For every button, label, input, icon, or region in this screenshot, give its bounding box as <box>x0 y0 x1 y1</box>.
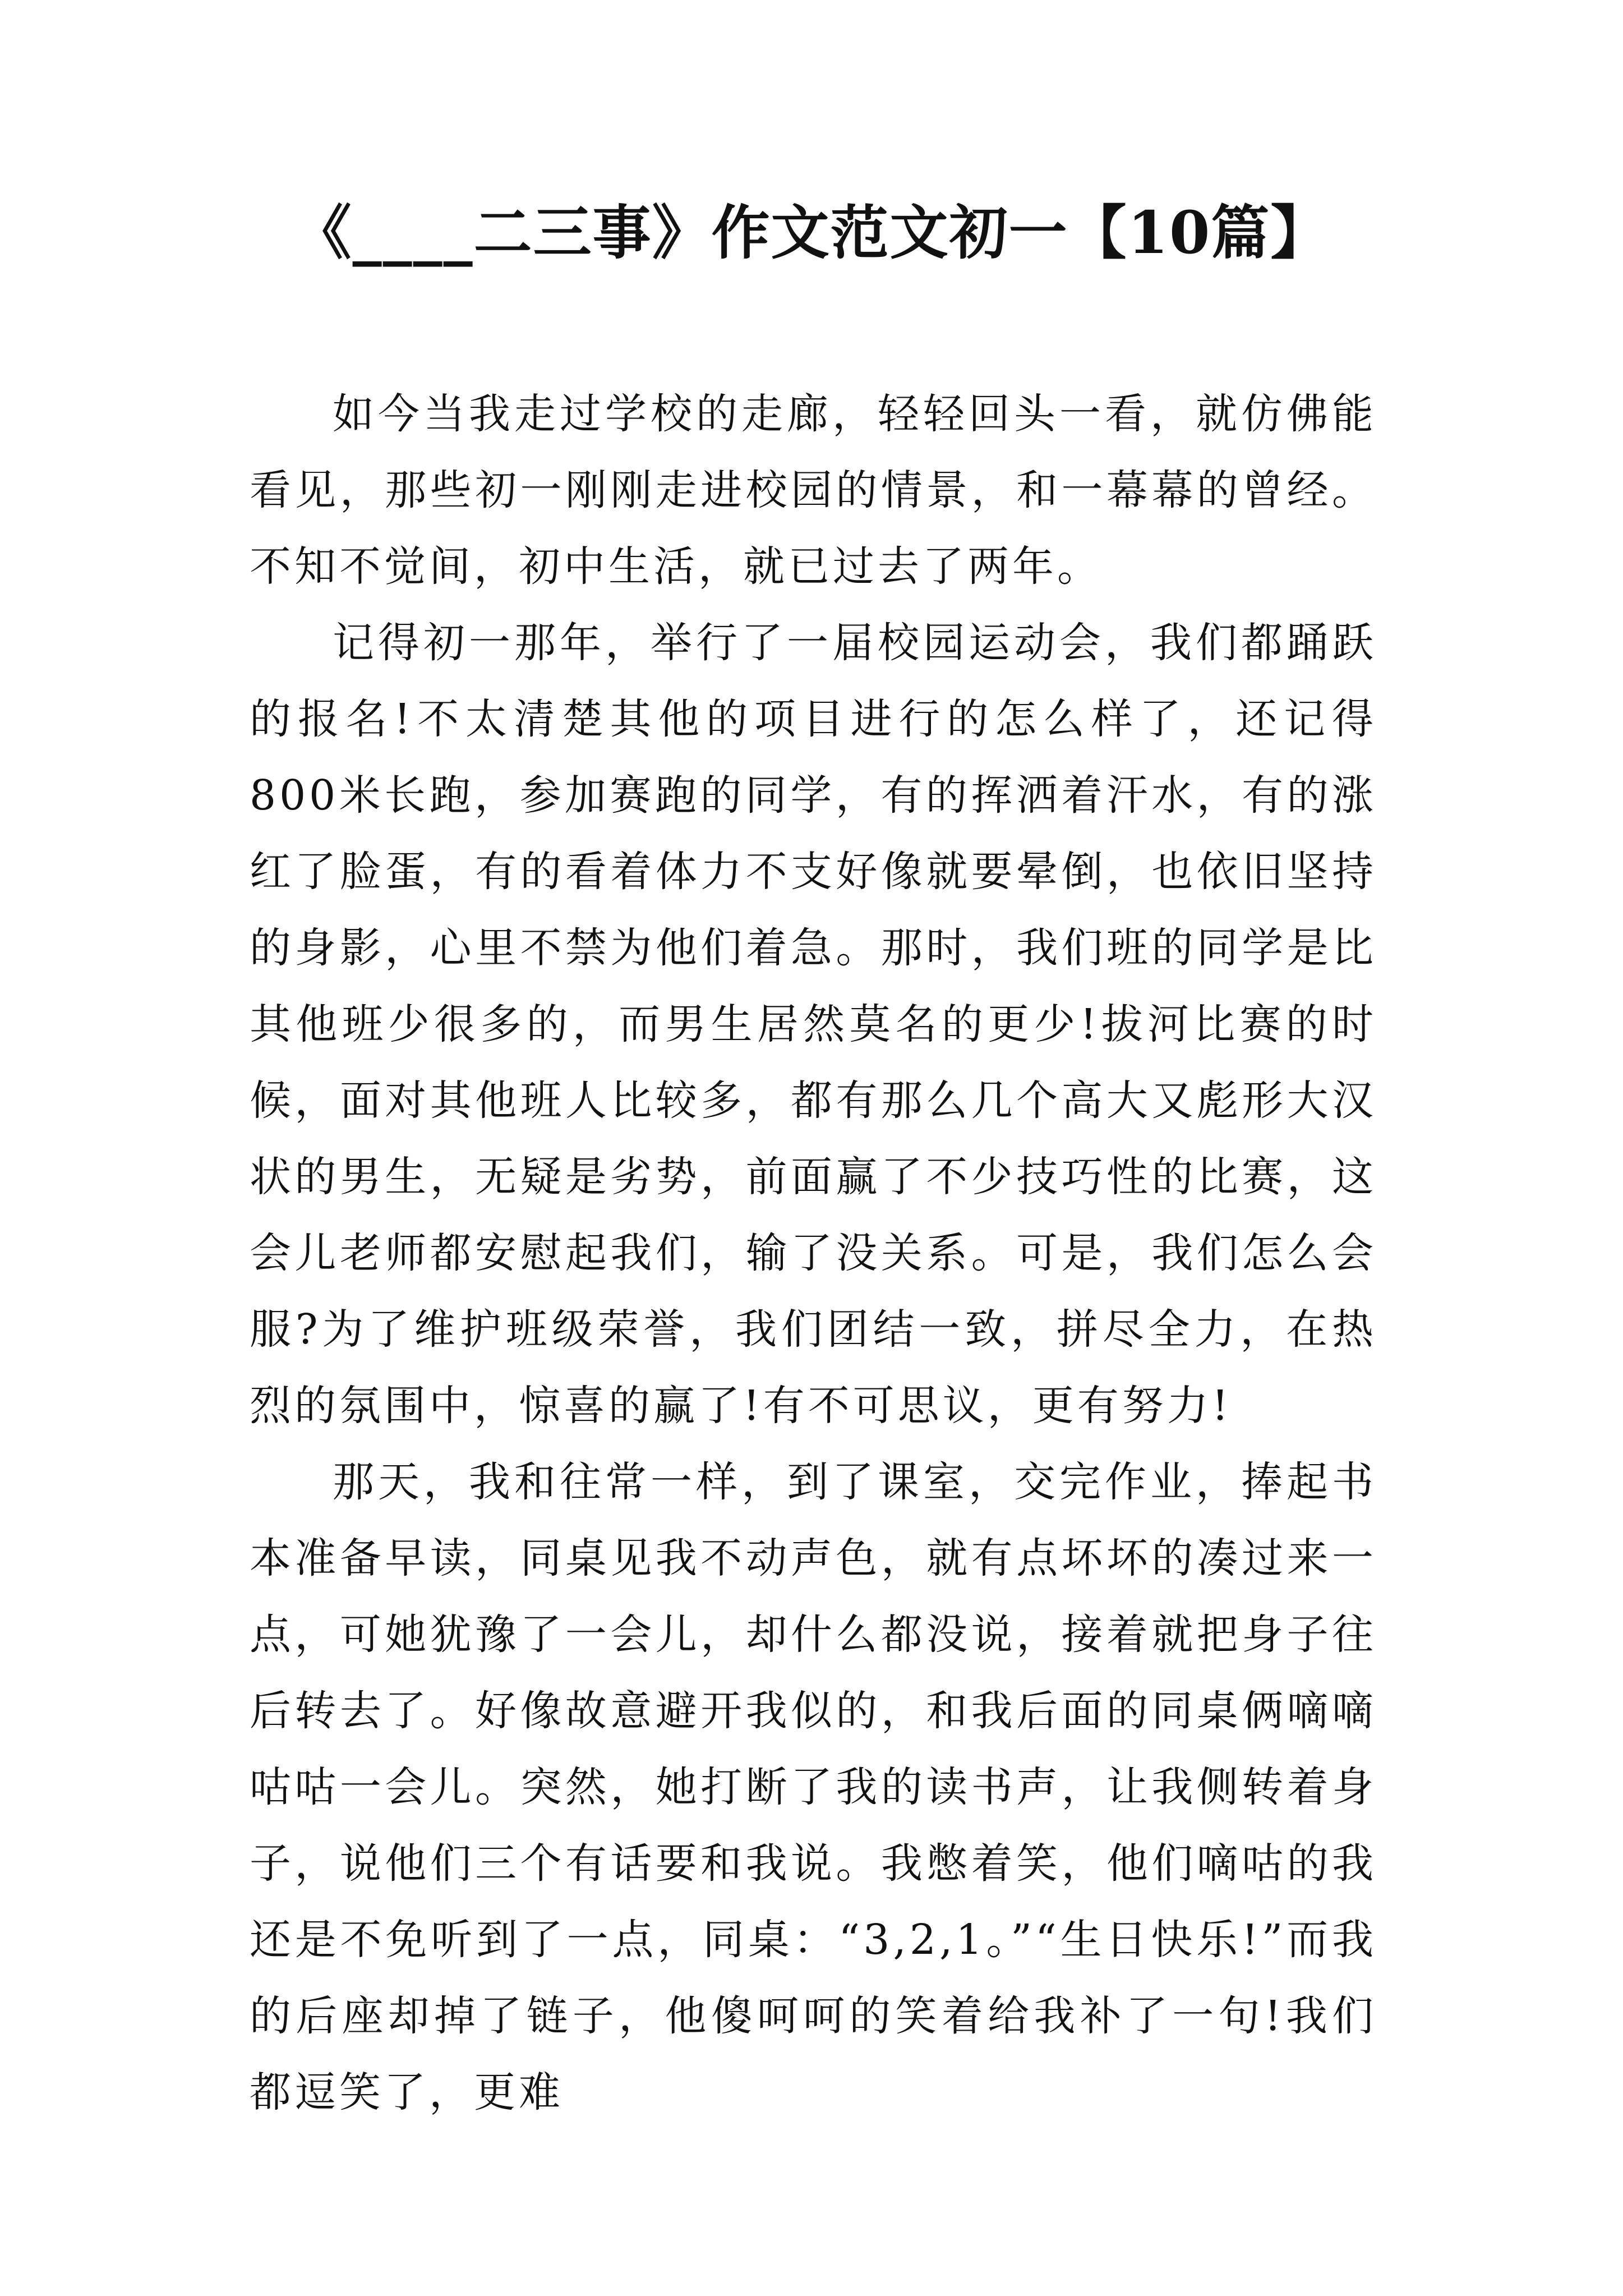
document-title: 《____二三事》作文范文初一【10篇】 <box>293 198 1330 267</box>
paragraph: 记得初一那年，举行了一届校园运动会，我们都踊跃的报名!不太清楚其他的项目进行的怎么样了，还记得800米长跑，参加赛跑的同学，有的挥洒着汗水，有的涨红了脸蛋，有的看着体力不支好像就要晕倒，也依旧坚持的身影，心里不禁为他们着急。那时，我们班的同学是比其他班少很多的，而男生居然莫名的更少!拔河比赛的时候，面对其他班人比较多，都有那么几个高大又彪形大汉状的男生，无疑是劣势，前面赢了不少技巧性的比赛，这会儿老师都安慰起我们，输了没关系。可是，我们怎么会服?为了维护班级荣誉，我们团结一致，拼尽全力，在热烈的氛围中，惊喜的赢了!有不可思议，更有努力! <box>250 619 1377 1430</box>
document-body <box>250 376 1377 2131</box>
paragraph: 那天，我和往常一样，到了课室，交完作业，捧起书本准备早读，同桌见我不动声色，就有点坏坏的凑过来一点，可她犹豫了一会儿，却什么都没说，接着就把身子往后转去了。好像故意避开我似的，和我后面的同桌俩嘀嘀咕咕一会儿。突然，她打断了我的读书声，让我侧转着身子，说他们三个有话要和我说。我憋着笑，他们嘀咕的我还是不免听到了一点，同桌：“3,2,1。”“生日快乐!”而我的后座却掉了链子，他傻呵呵的笑着给我补了一句!我们都逗笑了，更难 <box>250 1458 1377 2116</box>
paragraph: 如今当我走过学校的走廊，轻轻回头一看，就仿佛能看见，那些初一刚刚走进校园的情景，和一幕幕的曾经。不知不觉间，初中生活，就已过去了两年。 <box>250 390 1377 591</box>
